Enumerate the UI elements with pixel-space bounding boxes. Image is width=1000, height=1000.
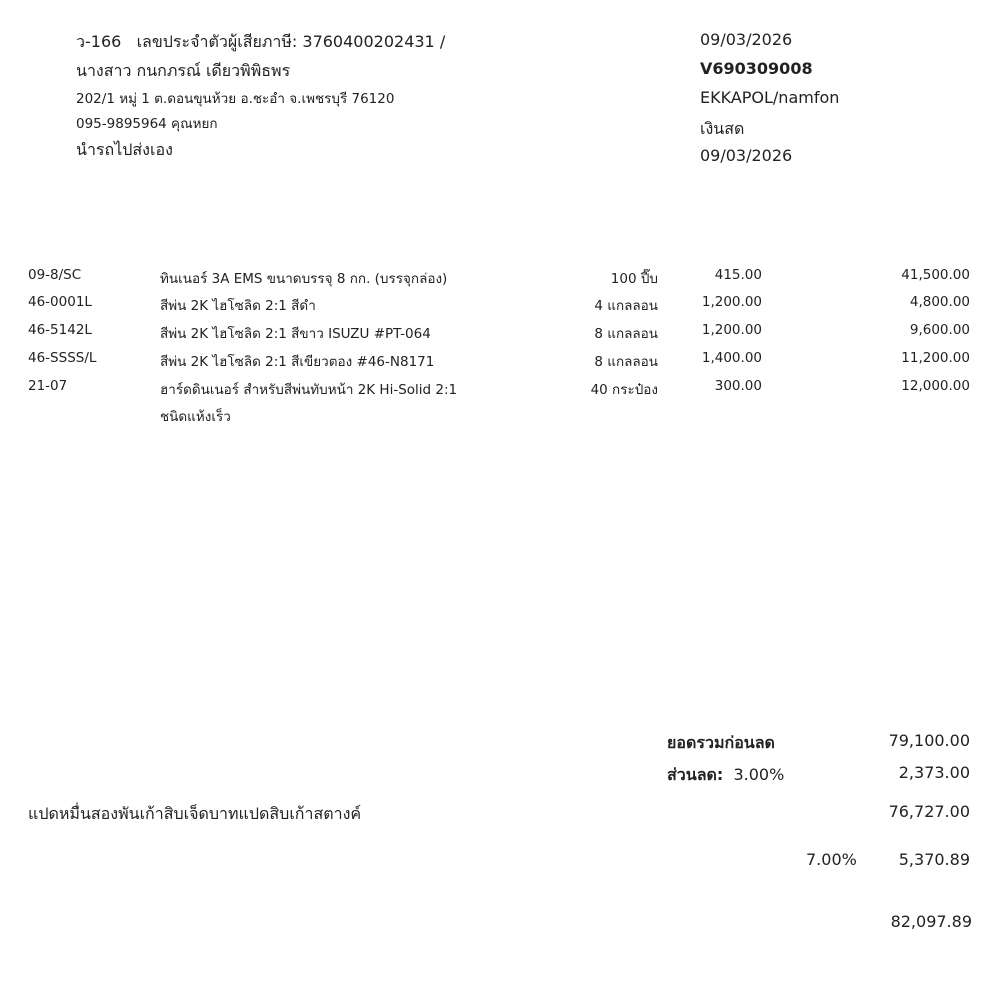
item-amount: 4,800.00 [909,294,970,310]
grand-total: 82,097.89 [890,912,972,931]
subtotal-value: 79,100.00 [888,731,970,750]
customer-address: 202/1 หมู่ 1 ต.ดอนขุนห้วย อ.ชะอำ จ.เพชรบุรี 76120 [76,91,395,107]
due-date: 09/03/2026 [700,146,793,165]
item-qty: 40 กระป๋อง [590,382,658,398]
item-code: 46-0001L [28,294,92,310]
item-amount: 41,500.00 [901,267,970,283]
item-desc: สีพ่น 2K ไฮโซลิด 2:1 สีขาว ISUZU #PT-064 [160,326,431,342]
subtotal-label: ยอดรวมก่อนลด [667,733,775,752]
discount-value: 2,373.00 [898,763,970,782]
doc-date: 09/03/2026 [700,30,793,49]
item-amount: 12,000.00 [901,378,970,394]
item-desc: สีพ่น 2K ไฮโซลิด 2:1 สีดำ [160,298,316,314]
item-price: 1,200.00 [701,294,762,310]
item-price: 415.00 [714,267,762,283]
item-qty: 100 ปี๊บ [610,271,658,287]
item-amount: 11,200.00 [901,350,970,366]
item-price: 1,400.00 [701,350,762,366]
discount-label: ส่วนลด: [667,765,724,784]
customer-code-taxid [76,30,445,55]
discount-percent: 3.00% [733,765,785,784]
customer-code: ว-166 [76,32,122,51]
item-price: 1,200.00 [701,322,762,338]
discount-label-row [667,763,784,788]
item-qty: 8 แกลลอน [594,326,658,342]
customer-phone: 095-9895964 คุณหยก [76,116,218,132]
vat-percent: 7.00% [806,850,857,869]
staff-name: EKKAPOL/namfon [700,88,840,107]
item-code: 46-SSSS/L [28,350,97,366]
item-qty: 8 แกลลอน [594,354,658,370]
payment-method: เงินสด [700,119,745,138]
item-code: 09-8/SC [28,267,82,283]
item-desc-continued: ชนิดแห้งเร็ว [160,409,231,425]
vat-value: 5,370.89 [898,850,970,869]
customer-name: นางสาว กนกภรณ์ เดียวพิพิธพร [76,61,291,80]
amount-in-words: แปดหมื่นสองพันเก้าสิบเจ็ดบาทแปดสิบเก้าสตางค์ [28,804,362,823]
item-price: 300.00 [714,378,762,394]
after-discount-value: 76,727.00 [888,802,970,821]
item-code: 46-5142L [28,322,92,338]
tax-id: เลขประจำตัวผู้เสียภาษี: 3760400202431 / [136,32,446,51]
item-desc: ทินเนอร์ 3A EMS ขนาดบรรจุ 8 กก. (บรรจุกล่อง) [160,271,448,287]
doc-number: V690309008 [700,59,813,78]
item-desc: ฮาร์ดดินเนอร์ สำหรับสีพ่นทับหน้า 2K Hi-Solid 2:1 [160,382,458,398]
item-desc: สีพ่น 2K ไฮโซลิด 2:1 สีเขียวตอง #46-N8171 [160,354,435,370]
item-amount: 9,600.00 [909,322,970,338]
delivery-method: นำรถไปส่งเอง [76,140,173,159]
item-code: 21-07 [28,378,68,394]
item-qty: 4 แกลลอน [594,298,658,314]
